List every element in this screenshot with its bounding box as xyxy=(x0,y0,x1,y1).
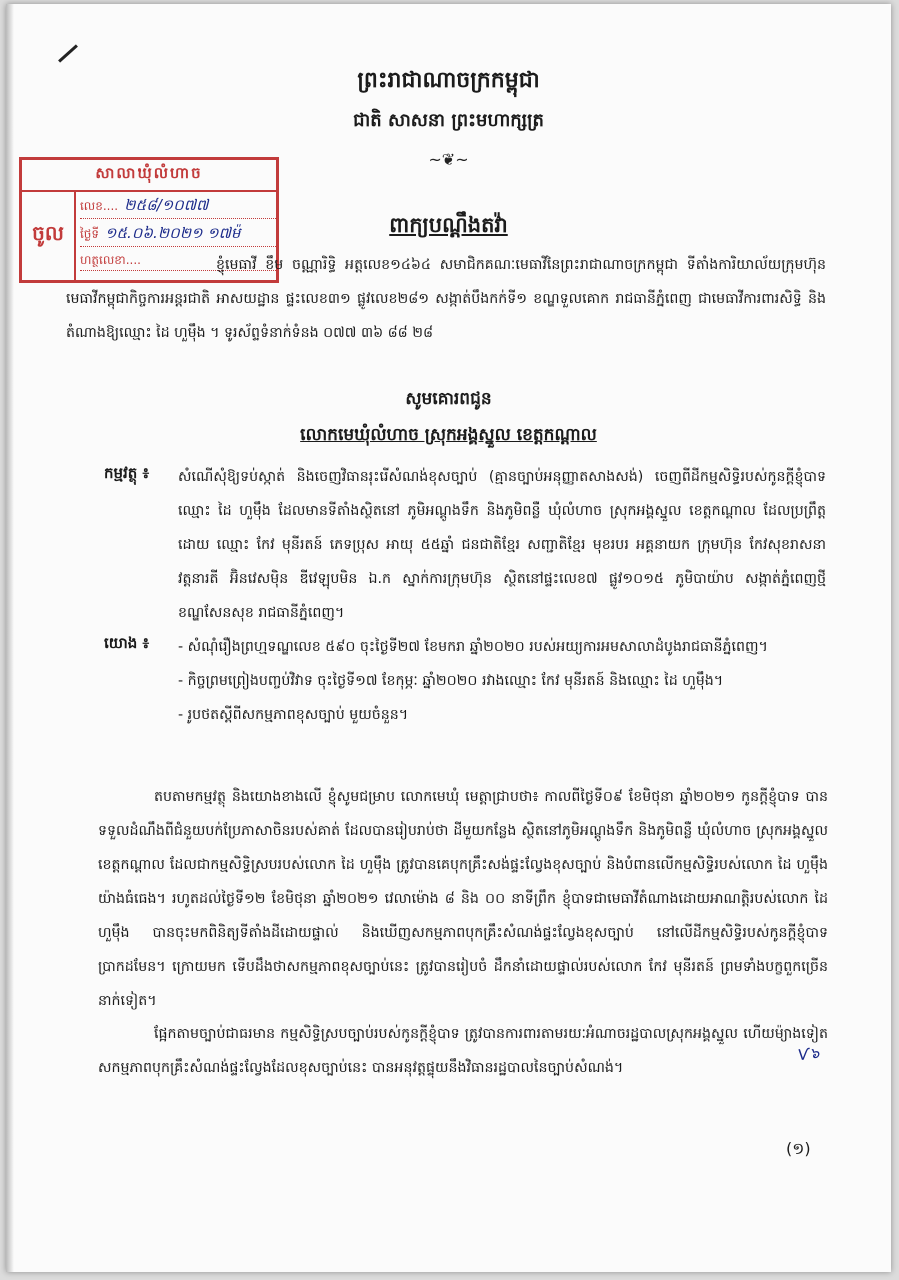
handwritten-initials: Ѵ๖ xyxy=(796,1043,821,1065)
subject-label: កម្មវត្ថុ ៖ xyxy=(104,464,150,482)
page-number: (១) xyxy=(786,1139,811,1158)
stamp-side-label: ចូល xyxy=(22,190,76,280)
salutation: សូមគោរពជូន xyxy=(405,389,492,409)
page-edge-shadow xyxy=(6,4,14,1272)
stamp-date-handwritten: ១៥.០៦.២០២១ ១៧ម៉ xyxy=(105,224,241,242)
reference-item: - រូបថតស្តីពីសកម្មភាពខុសច្បាប់ មួយចំនួន។ xyxy=(178,707,409,723)
stamp-number-handwritten: ២៥៨/១០៧៧ xyxy=(124,196,209,214)
stamp-date-label: ថ្ងៃទី xyxy=(80,227,100,241)
reference-item: - សំណុំរឿងព្រហ្មទណ្ឌលេខ ៥៩០ ចុះថ្ងៃទី២៧ ខែមករា ឆ្នាំ២០២០ របស់អយ្យការអមសាលាដំបូងរាជធានីភ្នំពេញ។ xyxy=(178,639,768,655)
body-paragraph-2: ផ្អែកតាមច្បាប់ជាធរមាន កម្មសិទ្ធិស្របច្បាប់របស់កូនក្តីខ្ញុំបាទ ត្រូវបានការពារតាមរយៈអំណាចរដ្ឋបាលស្រុកអង្គស្នួល ហើយម៉្យាងទៀត សកម្មភាពបុកគ្រឹះសំណង់ផ្ទះល្វែងដែលខុសច្បាប់នេះ បានអនុវត្តផ្ទុយនឹងវិធានរដ្ឋបាលនៃច្បាប់សំណង់។ xyxy=(98,1026,828,1076)
stamp-number-label: លេខ.... xyxy=(80,199,119,213)
reference-item: - កិច្ចព្រមព្រៀងបញ្ចប់វិវាទ ចុះថ្ងៃទី១៧ ខែកុម្ភៈ ឆ្នាំ២០២០ រវាងឈ្មោះ កែវ មុនីរតន៍ និងឈ្មោះ ដៃ ហួម៉ឹង។ xyxy=(178,673,724,689)
ornament-divider: ~❦~ xyxy=(428,150,469,169)
reference-list xyxy=(178,630,826,732)
stamp-signature-line: ហត្ថលេខា.... xyxy=(80,252,276,271)
stamp-header: សាលាឃុំលំហាច xyxy=(22,160,276,192)
reference-label: យោង ៖ xyxy=(104,634,150,652)
document-title: ពាក្យបណ្តឹងតវ៉ា xyxy=(389,213,508,237)
addressee: លោកមេឃុំលំហាច ស្រុកអង្គស្នួល ខេត្តកណ្តាល xyxy=(300,425,597,445)
motto-heading: ជាតិ សាសនា ព្រះមហាក្សត្រ xyxy=(353,110,544,131)
subject-text: សំណើសុំឱ្យទប់ស្កាត់ និងចេញវិធានរុះរើសំណង់ខុសច្បាប់ (គ្មានច្បាប់អនុញ្ញាតសាងសង់) ចេញពីដីកម្មសិទ្ធិរបស់កូនក្តីខ្ញុំបាទ ឈ្មោះ ដៃ ហួម៉ឹង ដែលមានទីតាំងស្ថិតនៅ ភូមិអណ្តូងទឹក និងភូមិពន្លឺ ឃុំលំហាច ស្រុកអង្គស្នួល ខេត្តកណ្តាល ដែលប្រព្រឹត្តដោយ ឈ្មោះ កែវ មុនីរតន៍ ភេទប្រុស អាយុ ៥៥ឆ្នាំ ជនជាតិខ្មែរ សញ្ជាតិខ្មែរ មុខរបរ អគ្គនាយក ក្រុមហ៊ុន កែវសុខរាសនាវត្តនារតី អ៊ិនវេសម៉ិន ឌីវេឡុបមិន ឯ.ក ស្នាក់ការក្រុមហ៊ុន ស្ថិតនៅផ្ទះលេខ៧ ផ្លូវ១០១៥ ភូមិបាយ៉ាប សង្កាត់ភ្នំពេញថ្មី ខណ្ឌសែនសុខ រាជធានីភ្នំពេញ។ xyxy=(178,469,826,621)
intro-paragraph: ខ្ញុំមេធាវី ខឹម ចណ្ណារិទ្ធិ អត្តលេខ១៤៦៤ សមាជិកគណៈមេធាវីនៃព្រះរាជាណាចក្រកម្ពុជា ទីតាំងការិយាល័យក្រុមហ៊ុនមេធាវីកម្ពុជាកិច្ចការអន្តរជាតិ អាសយដ្ឋាន ផ្ទះលេខ៣១ ផ្លូវលេខ២៨១ សង្កាត់បឹងកក់ទី១ ខណ្ឌទួលគោក រាជធានីភ្នំពេញ ជាមេធាវីការពារសិទ្ធិ និងតំណាងឱ្យឈ្មោះ ដៃ ហួម៉ឹង ។ ទូរស័ព្ទទំនាក់ទំនង ០៧៧ ៣៦ ៨៨ ២៨ xyxy=(66,257,826,341)
pen-mark xyxy=(58,44,78,62)
body-paragraph-1: តបតាមកម្មវត្ថុ និងយោងខាងលើ ខ្ញុំសូមជម្រាប លោកមេឃុំ មេត្តាជ្រាបថា៖ កាលពីថ្ងៃទី០៩ ខែមិថុនា ឆ្នាំ២០២១ កូនក្តីខ្ញុំបាទ បានទទួលដំណឹងពីជំនួយបក់ប្រែភាសាចិនរបស់គាត់ ដែលបានរៀបរាប់ថា ដីមួយកន្លែង ស្ថិតនៅភូមិអណ្តូងទឹក និងភូមិពន្លឺ ឃុំលំហាច ស្រុកអង្គស្នួល ខេត្តកណ្តាល ដែលជាកម្មសិទ្ធិស្របរបស់លោក ដៃ ហួម៉ឹង ត្រូវបានគេបុកគ្រឹះសង់ផ្ទះល្វែងខុសច្បាប់ និងបំពានលើកម្មសិទ្ធិរបស់លោក ដៃ ហួម៉ឹង យ៉ាងធំធេង។ រហូតដល់ថ្ងៃទី១២ ខែមិថុនា ឆ្នាំ២០២១ វេលាម៉ោង ៨ និង ០០ នាទីព្រឹក ខ្ញុំបាទជាមេធាវីតំណាងដោយអាណត្តិរបស់លោក ដៃ ហួម៉ឹង បានចុះមកពិនិត្យទីតាំងដីដោយផ្ទាល់ និងឃើញសកម្មភាពបុកគ្រឹះសំណង់ផ្ទះល្វែងខុសច្បាប់ នៅលើដីកម្មសិទ្ធិរបស់កូនក្តីខ្ញុំបាទ ប្រាកដមែន។ ក្រោយមក ទើបដឹងថាសកម្មភាពខុសច្បាប់នេះ ត្រូវបានរៀបចំ ដឹកនាំដោយផ្ទាល់របស់លោក កែវ មុនីរតន៍ ព្រមទាំងបក្ខពួកច្រើននាក់ទៀត។ xyxy=(98,789,828,1009)
kingdom-heading: ព្រះរាជាណាចក្រកម្ពុជា xyxy=(357,68,540,93)
document-page xyxy=(6,4,891,1272)
